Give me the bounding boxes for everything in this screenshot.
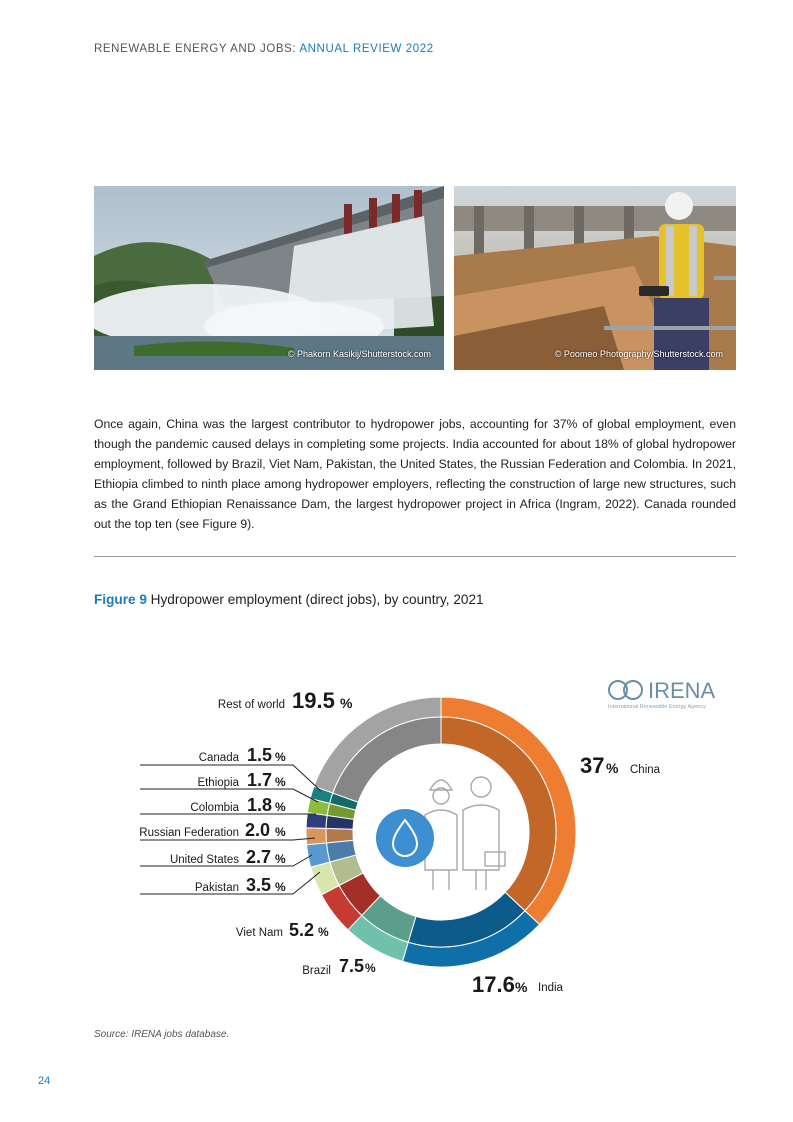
label-name-rest: Rest of world: [217, 699, 285, 711]
segment-inner-russian-federation: [326, 828, 353, 842]
label-value-vietnam: 5.2: [289, 920, 315, 940]
label-name-brazil: Brazil: [302, 965, 331, 977]
label-unit-us: %: [275, 852, 286, 866]
figure-number: Figure 9: [94, 592, 147, 607]
body-paragraph: Once again, China was the largest contributor to hydropower jobs, accounting for 37% of global employment, even though the pandemic caused delays in completing some projects. India accounted for about 18% of global hydropower employment, followed by Brazil, Viet Nam, Pakistan, the United States, the Russian Federation and Colombia. In 2021, Ethiopia climbed to ninth place among hydropower employers, reflecting the construction of large new structures, such as the Grand Ethiopian Renaissance Dam, the largest hydropower project in Africa (Ingram, 2022). Canada rounded out the top ten (see Figure 9).: [94, 417, 736, 531]
label-name-canada: Canada: [198, 752, 239, 764]
label-value-ethiopia: 1.7: [247, 770, 273, 790]
logo-subtitle: International Renewable Energy Agency: [608, 704, 706, 710]
label-unit-colombia: %: [275, 800, 286, 814]
label-value-china: 37: [580, 753, 605, 778]
page-number: 24: [38, 1075, 51, 1087]
label-unit-pakistan: %: [275, 880, 286, 894]
label-value-canada: 1.5: [247, 745, 273, 765]
label-name-russia: Russian Federation: [139, 827, 239, 839]
label-unit-canada: %: [275, 750, 286, 764]
photo-credit: © Poomeo Photography/Shutterstock.com: [554, 349, 723, 359]
label-unit-china: %: [606, 760, 619, 776]
header-accent: ANNUAL REVIEW 2022: [299, 43, 434, 55]
source-note: Source: IRENA jobs database.: [94, 1029, 230, 1040]
label-value-rest: 19.5: [292, 688, 335, 713]
label-value-colombia: 1.8: [247, 795, 273, 815]
label-name-india: India: [538, 982, 563, 994]
photo-credit: © Phakorn Kasikij/Shutterstock.com: [287, 349, 431, 359]
figure-caption: Hydropower employment (direct jobs), by country, 2021: [146, 592, 484, 607]
label-value-brazil: 7.5: [339, 956, 365, 976]
label-value-us: 2.7: [246, 847, 272, 867]
logo-wordmark: IRENA: [648, 678, 716, 703]
irena-logo: [608, 678, 716, 710]
label-name-vietnam: Viet Nam: [235, 927, 283, 939]
label-value-pakistan: 3.5: [246, 875, 272, 895]
label-name-ethiopia: Ethiopia: [197, 777, 239, 789]
label-name-colombia: Colombia: [190, 802, 239, 814]
header-prefix: RENEWABLE ENERGY AND JOBS:: [94, 43, 300, 55]
water-drop-badge: [376, 809, 434, 867]
label-value-india: 17.6: [472, 972, 515, 997]
label-name-china: China: [630, 764, 661, 776]
label-value-russia: 2.0: [245, 820, 271, 840]
label-name-pakistan: Pakistan: [194, 882, 239, 894]
label-unit-russia: %: [275, 825, 286, 839]
label-unit-rest: %: [340, 695, 353, 711]
label-unit-brazil: %: [365, 961, 376, 975]
label-unit-ethiopia: %: [275, 775, 286, 789]
label-unit-india: %: [515, 979, 528, 995]
label-name-us: United States: [169, 854, 239, 866]
label-unit-vietnam: %: [318, 925, 329, 939]
leader-line-ethiopia: [140, 789, 318, 802]
segment-russian-federation: [306, 828, 327, 845]
